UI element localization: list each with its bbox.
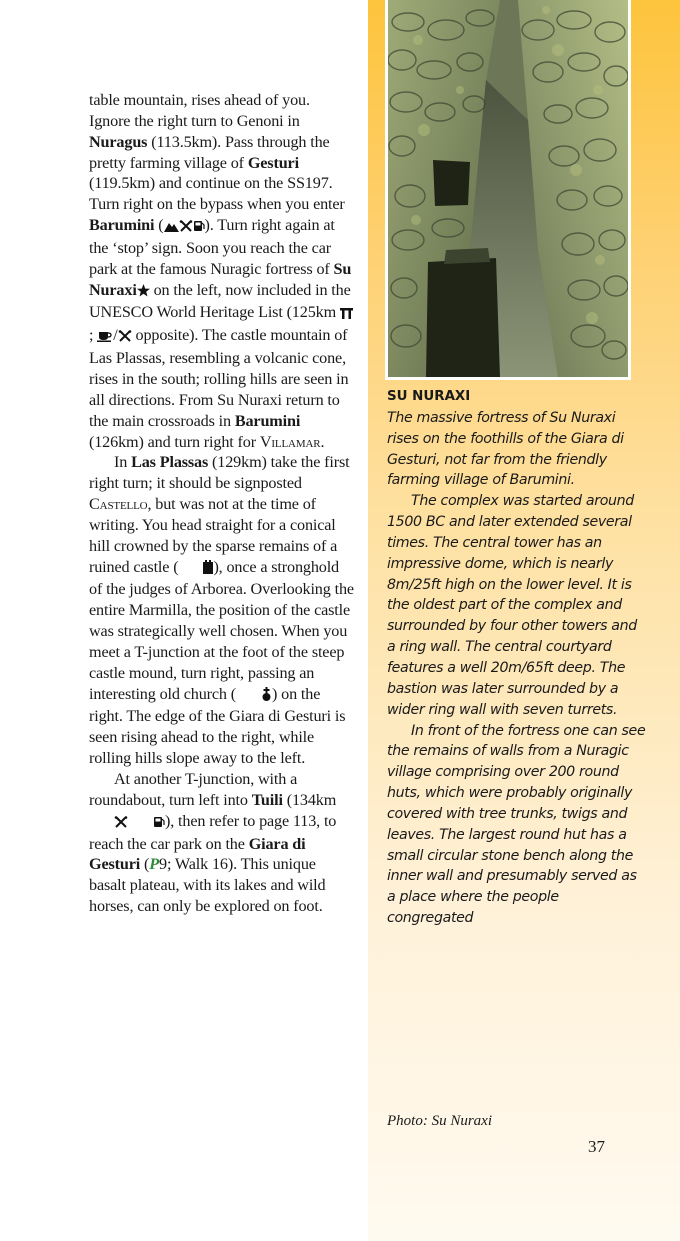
place-name: Barumini [234,411,301,430]
body-text: , but was not at the time of writing. You head straight for a conical hill crowned by the sparse remains of a ruined castle ( [89,495,338,576]
signpost-text: Castello [89,495,148,514]
signpost-text: Villamar [259,432,321,451]
viewpoint-icon [164,217,179,238]
body-text: table mountain, rises ahead of you. Ignore the right turn to Genoni in [89,91,310,130]
fuel-icon [128,813,165,834]
body-paragraph [89,769,354,917]
photo-caption [387,387,647,929]
fuel-icon [193,217,205,238]
body-text: ) on the right. The edge of the Giara di Gesturi is seen rising ahead to the right, while rolling hills slope away to the left. [89,684,346,768]
body-text: 9; Walk 16). This unique basalt plateau, with its lakes and wild horses, can only be explored on foot. [89,855,326,916]
place-name: Tuili [251,790,283,809]
restaurant-icon [179,217,193,238]
place-name: Nuragus [89,132,148,151]
su-nuraxi-photo-svg [388,0,628,377]
page-number: 37 [588,1137,605,1156]
body-text: (113.5km). Pass through the pretty farming village of [89,132,330,172]
su-nuraxi-photo [388,0,628,377]
body-text: ). Turn right again at the ‘stop’ sign. Soon you reach the car park at the famous Nuragic fortress of [89,216,335,278]
star-icon [137,282,150,303]
caption-paragraph: The massive fortress of Su Nuraxi rises on the foothills of the Giara di Gesturi, not far from the friendly farming village of Barumini. [387,409,624,489]
restaurant-icon [89,813,128,834]
body-paragraph [89,90,354,452]
parking-symbol: P [149,855,159,874]
photo-credit: Photo: Su Nuraxi [387,1113,492,1129]
caption-paragraph: The complex was started around 1500 BC and later extended several times. The central tower has an impressive dome, which is nearly 8m/25ft high on the lower level. It is the oldest part of the complex and surrounded by four other towers and a ring wall. The central courtyard features a well 20m/65ft deep. The bastion was later surrounded by a wider ring wall with seven turrets. [387,493,637,718]
place-name: Barumini [89,216,155,235]
ruins-icon [340,304,353,325]
body-text: (134km [282,790,337,809]
place-name: Las Plassas [131,453,209,472]
place-name: Giara di Gesturi [89,834,306,874]
caption-paragraph: In front of the fortress one can see the remains of walls from a Nuragic village comprising over 200 round huts, which were probably originally covered with tree trunks, twigs and leaves. The largest round hut has a small circular stone bench along the inner wall and presumably served as a place where the people congregated [387,722,646,927]
castle-icon [178,559,213,580]
body-text: At another T-junction, with a roundabout, turn left into [89,770,298,809]
body-text: ; [89,326,98,345]
body-text: In [114,453,132,472]
restaurant-icon [118,327,132,348]
body-text: ), then refer to page 113, to reach the car park on the [89,811,337,853]
body-text: / [113,326,118,345]
caption-title: SU NURAXI [387,389,471,404]
main-text-column [89,90,354,917]
body-paragraph [89,452,354,769]
cafe-icon [97,327,113,348]
body-text: on the left, now included in the UNESCO World Heritage List (125km [89,280,351,322]
body-text: ( [140,855,150,874]
place-name: Su Nuraxi [89,259,352,299]
church-icon [236,686,272,707]
body-text: opposite). The castle mountain of Las Plassas, resembling a volcanic cone, rises in the south; rolling hills are seen in all directions. From Su Nuraxi return to the main crossroads in [89,326,349,430]
body-text: (126km) and turn right for [89,432,260,451]
place-name: Gesturi [247,153,299,172]
body-text: (129km) take the first right turn; it should be signposted [89,453,350,493]
body-text: (119.5km) and continue on the SS197. Turn right on the bypass when you enter [89,174,345,214]
body-text: ), once a stronghold of the judges of Arborea. Overlooking the entire Marmilla, the position of the castle was strategically well chosen. When you meet a T-junction at the foot of the steep castle mound, turn right, passing an interesting old church ( [89,557,354,703]
body-text: . [320,432,325,451]
body-text: ( [154,216,164,235]
